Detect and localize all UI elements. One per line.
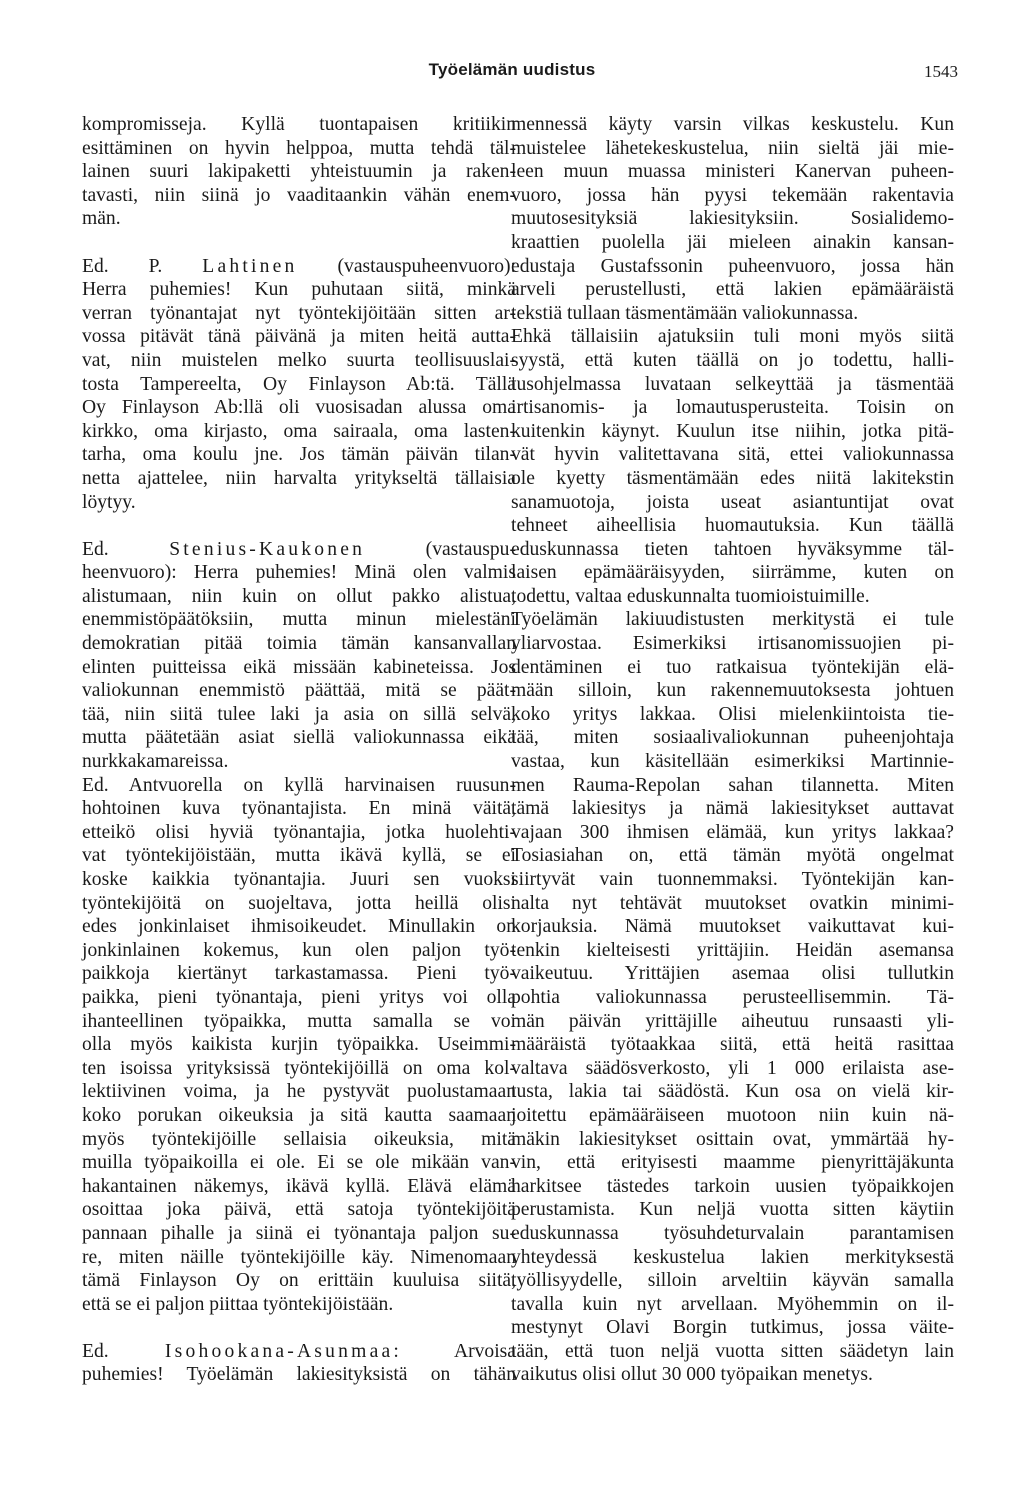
- text-line: paikkoja kiertänyt tarkastamassa. Pieni työ-: [82, 963, 516, 985]
- text-line: tämä Finlayson Oy on erittäin kuuluisa siitä,: [82, 1270, 516, 1292]
- text-line: ten isoissa yrityksissä työntekijöillä on oma kol-: [82, 1057, 516, 1079]
- text-line: Ed. Antvuorella on kyllä harvinaisen ruusun-: [82, 774, 516, 796]
- text-line: muutosesityksiä lakiesityksiin. Sosialidemo-: [511, 208, 954, 230]
- text-line: korjauksia. Nämä muutokset vaikuttavat kui-: [511, 916, 954, 938]
- text-line: mään silloin, kun rakennemuutoksesta johtuen: [511, 680, 954, 702]
- text-line: tämä lakiesitys ja nämä lakiesitykset auttavat: [511, 798, 954, 820]
- speech-lahtinen: [82, 255, 516, 515]
- speaker-line: Ed. P. Lahtinen (vastauspuheenvuoro):: [82, 255, 516, 277]
- text-line: tekstiä tullaan täsmentämään valiokunnassa.: [511, 302, 859, 324]
- text-line: työllisyydelle, silloin arveltiin käyvän samalla: [511, 1270, 954, 1292]
- text-line: vuoro, jossa hän pyysi tekemään rakentavia: [511, 184, 954, 206]
- text-line: ihanteellinen työpaikka, mutta samalla se voi: [82, 1010, 516, 1032]
- paragraph-tyoelaman: [511, 608, 954, 1387]
- text-line: muistelee lähetekeskustelua, niin sieltä jäi mie-: [511, 137, 954, 159]
- text-line: alistumaan, niin kuin on ollut pakko alistua,: [82, 585, 516, 607]
- text-line: tosta Tampereelta, Oy Finlayson Ab:tä. Tällä: [82, 373, 516, 395]
- text-line: arveli perustellusti, että lakien epämääräistä: [511, 279, 954, 301]
- text-line: dentäminen ei tuo ratkaisua työntekijän elä-: [511, 656, 954, 678]
- text-line: men Rauma-Repolan sahan tilannetta. Miten: [511, 774, 954, 796]
- text-line: mutta päätetään asiat siellä valiokunnassa eikä: [82, 727, 516, 749]
- text-line: puhemies! Työelämän lakiesityksistä on tähän: [82, 1364, 516, 1386]
- text-line: vat työntekijöistään, mutta ikävä kyllä, se ei: [82, 845, 516, 867]
- text-line: netta ajattelee, niin harvalta yritykseltä tällaisia: [82, 467, 516, 489]
- text-line: hohtoinen kuva työnantajista. En minä väitä,: [82, 798, 516, 820]
- text-line: myös työntekijöille sellaisia oikeuksia, mitä: [82, 1128, 516, 1150]
- text-line: hakantainen näkemys, ikävä kyllä. Elävä elämä: [82, 1175, 516, 1197]
- text-line: leen muun muassa ministeri Kanervan puheen-: [511, 161, 954, 183]
- text-line: vastaa, kun käsitellään esimerkiksi Martinnie-: [511, 751, 954, 773]
- text-line: vat, niin muistelen melko suurta teollisuuslai-: [82, 349, 516, 371]
- text-line: määräistä työtaakkaa siitä, että heitä rasittaa: [511, 1034, 954, 1056]
- left-column: [82, 113, 516, 1387]
- text-line: vajaan 300 ihmisen elämää, kun yritys lakkaa?: [511, 821, 954, 843]
- text-line: nalta nyt tehtävät muutokset ovatkin minimi-: [511, 892, 954, 914]
- text-line: syystä, että kuten täällä on jo todettu, halli-: [511, 349, 954, 371]
- text-line: lainen suuri lakipaketti yhteistuumin ja raken-: [82, 161, 516, 183]
- paragraph-gap: [82, 1316, 516, 1340]
- text-line: irtisanomis- ja lomautusperusteita. Toisin on: [511, 397, 954, 419]
- text-line: tavalla kuin nyt arvellaan. Myöhemmin on il-: [511, 1293, 954, 1315]
- text-line: paikka, pieni työnantaja, pieni yritys voi olla: [82, 986, 516, 1008]
- text-line: kompromisseja. Kyllä tuontapaisen kritiikin: [82, 114, 516, 135]
- text-line: tenkin kielteisesti yrittäjiin. Heidän asemansa: [511, 939, 954, 961]
- text-line: Tosiasiahan on, että tämän myötä ongelmat: [511, 845, 954, 867]
- paragraph-mennessa: [511, 113, 954, 325]
- text-line: joitettu epämääräiseen muotoon niin kuin nä-: [511, 1104, 954, 1126]
- text-line: kuitenkin käynyt. Kuulun itse niihin, jotka pitä-: [511, 420, 954, 442]
- paragraph-gap: [82, 514, 516, 538]
- text-line: valiokunnan enemmistö päättää, mitä se päät-: [82, 680, 516, 702]
- speech-stenius-kaukonen: [82, 538, 516, 774]
- text-line: lektiivinen voima, ja he pystyvät puolustamaan: [82, 1081, 516, 1103]
- text-line: yhteydessä keskustelua lakien merkityksestä: [511, 1246, 954, 1268]
- text-line: ole kyetty täsmentämään edes niitä lakitekstin: [511, 467, 954, 489]
- paragraph-antvuorella: [82, 774, 516, 1317]
- text-line: Työelämän lakiuudistusten merkitystä ei tule: [511, 609, 954, 631]
- text-line: tusohjelmassa luvataan selkeyttää ja täsmentää: [511, 373, 954, 395]
- text-line: nurkkakamareissa.: [82, 751, 229, 773]
- text-line: tusta, lakia tai säädöstä. Kun osa on vielä kir-: [511, 1081, 954, 1103]
- text-line: koko porukan oikeuksia ja sitä kautta saamaan: [82, 1104, 516, 1126]
- right-column: [511, 113, 954, 1387]
- text-line: verran työnantajat nyt työntekijöitään sitten ar-: [82, 302, 516, 324]
- paragraph-kompromisseja: [82, 113, 516, 231]
- text-line: tarha, oma koulu jne. Jos tämän päivän tilan-: [82, 444, 516, 466]
- text-line: vaikeutuu. Yrittäjien asemaa olisi tullutkin: [511, 963, 954, 985]
- text-line: män.: [82, 208, 121, 230]
- text-line: tää, miten sosiaalivaliokunnan puheenjohtaja: [511, 727, 954, 749]
- text-line: män päivän yrittäjille aiheutuu runsaasti yli-: [511, 1010, 954, 1032]
- text-line: esittäminen on hyvin helppoa, mutta tehdä täl-: [82, 137, 516, 159]
- text-line: demokratian pitää toimia tämän kansanvallan: [82, 633, 516, 655]
- text-line: eduskunnassa tieten tahtoen hyväksymme täl-: [511, 538, 954, 560]
- text-line: vaikutus olisi ollut 30 000 työpaikan menetys.: [511, 1364, 873, 1386]
- text-line: tää, niin siitä tulee laki ja asia on sillä selvä,: [82, 703, 516, 725]
- text-line: enemmistöpäätöksiin, mutta minun mielestäni: [82, 609, 516, 631]
- text-line: työntekijöitä on suojeltava, jotta heillä olisi: [82, 892, 516, 914]
- text-line: mestynyt Olavi Borgin tutkimus, jossa väite-: [511, 1317, 954, 1339]
- text-line: koko yritys lakkaa. Olisi mielenkiintoista tie-: [511, 703, 954, 725]
- text-line: osoittaa joka päivä, että satoja työntekijöitä: [82, 1199, 516, 1221]
- text-line: tään, että tuon neljä vuotta sitten säädetyn lain: [511, 1340, 954, 1362]
- text-line: jonkinlainen kokemus, kun olen paljon työ-: [82, 939, 516, 961]
- text-line: löytyy.: [82, 491, 136, 513]
- text-line: todettu, valtaa eduskunnalta tuomioistuimille.: [511, 585, 870, 607]
- text-line: muilla työpaikoilla ei ole. Ei se ole mikään van-: [82, 1152, 516, 1174]
- text-line: siirtyvät vain tuonnemmaksi. Työntekijän kan-: [511, 869, 954, 890]
- paragraph-ehka: [511, 325, 954, 608]
- text-line: edes jonkinlaiset ihmisoikeudet. Minullakin on: [82, 916, 516, 938]
- speech-isohookana-asunmaa: [82, 1340, 516, 1387]
- text-line: kirkko, oma kirjasto, oma sairaala, oma lasten-: [82, 420, 516, 442]
- text-line: elinten puitteissa eikä missään kabineteissa. Jos: [82, 656, 516, 678]
- text-line: edustaja Gustafssonin puheenvuoro, jossa hän: [511, 255, 954, 277]
- text-line: Oy Finlayson Ab:llä oli vuosisadan alussa oma: [82, 397, 516, 419]
- text-line: Herra puhemies! Kun puhutaan siitä, minkä: [82, 279, 516, 301]
- page-number: 1543: [924, 62, 958, 81]
- text-line: harkitsee tästedes tarkoin uusien työpaikkojen: [511, 1175, 954, 1197]
- text-line: eduskunnassa työsuhdeturvalain parantamisen: [511, 1222, 954, 1244]
- text-line: perustamista. Kun neljä vuotta sitten käytiin: [511, 1199, 954, 1221]
- text-line: valtava säädösverkosto, yli 1 000 erilaista ase-: [511, 1057, 954, 1079]
- text-line: yliarvostaa. Esimerkiksi irtisanomissuojien pi-: [511, 633, 954, 655]
- paragraph-gap: [82, 231, 516, 255]
- text-line: mäkin lakiesitykset osittain ovat, ymmärtää hy-: [511, 1128, 954, 1150]
- text-line: laisen epämääräisyyden, siirrämme, kuten on: [511, 562, 954, 584]
- text-line: vossa pitävät tänä päivänä ja miten heitä autta-: [82, 326, 516, 348]
- text-line: koske kaikkia työnantajia. Juuri sen vuoksi: [82, 869, 516, 890]
- text-line: vät hyvin valitettavana sitä, ettei valiokunnassa: [511, 444, 954, 466]
- running-title: Työelämän uudistus: [428, 60, 596, 79]
- text-line: heenvuoro): Herra puhemies! Minä olen valmis: [82, 562, 516, 584]
- text-line: sanamuotoja, joista useat asiantuntijat ovat: [511, 491, 954, 513]
- text-line: kraattien puolella jäi mieleen ainakin kansan-: [511, 231, 954, 253]
- speaker-line: Ed. Stenius-Kaukonen (vastauspu-: [82, 538, 516, 560]
- text-line: Ehkä tällaisiin ajatuksiin tuli moni myös siitä: [511, 326, 954, 348]
- text-line: pohtia valiokunnassa perusteellisemmin. Tä-: [511, 986, 954, 1008]
- text-line: etteikö olisi hyviä työnantajia, jotka huolehti-: [82, 821, 516, 843]
- text-line: tavasti, niin siinä jo vaaditaankin vähän enem-: [82, 184, 516, 206]
- text-line: vin, että erityisesti maamme pienyrittäjäkunta: [511, 1152, 954, 1174]
- text-line: mennessä käyty varsin vilkas keskustelu. Kun: [511, 114, 954, 135]
- text-line: tehneet aiheellisia huomautuksia. Kun täällä: [511, 515, 954, 537]
- text-line: pannaan pihalle ja siinä ei työnantaja paljon su-: [82, 1222, 516, 1244]
- speaker-line: Ed. Isohookana-Asunmaa: Arvoisa: [82, 1340, 516, 1362]
- text-line: että se ei paljon piittaa työntekijöistään.: [82, 1293, 394, 1315]
- text-line: re, miten näille työntekijöille käy. Nimenomaan: [82, 1246, 516, 1268]
- text-line: olla myös kaikista kurjin työpaikka. Useimmi-: [82, 1034, 516, 1056]
